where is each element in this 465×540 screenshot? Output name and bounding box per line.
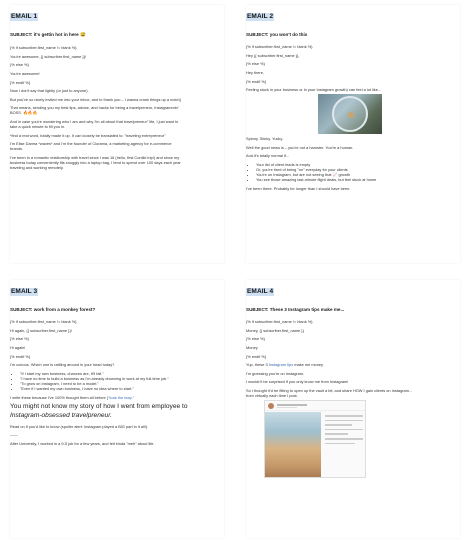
email-3-badge: EMAIL 3: [11, 288, 38, 295]
instagram-post-image: [264, 400, 366, 478]
email-2-line: Feeling stuck in your business or in your Instagram growth) can feel a lot like...: [246, 87, 382, 93]
email-2-line: Hey {{ subscriber.first_name }},: [246, 52, 300, 58]
email-4-line: from virtually each time I post.: [246, 392, 298, 398]
list-item: • Your list of client leads is empty: [256, 162, 460, 167]
list-item: • "If I start my own business, chances are, it'll fail.": [20, 371, 224, 376]
email-3-line: Hi again, {{ subscriber.first_name }}!: [10, 327, 72, 333]
email-4-line: So I thought it'd be fitting to open up the vault a bit, and share HOW I gain clients on Instagram...: [246, 387, 413, 393]
email-2-bullet-list: [256, 162, 460, 182]
email-1-line: BOSS. 🔥🔥🔥: [10, 110, 38, 116]
email-1-line: traveling and working remotely.: [10, 164, 64, 170]
email-1-line: And in case you're wondering who I am and why I'm all about that travelpreneur" life, I just want to: [10, 118, 179, 124]
email-1-line: You're awesome, {{ subscriber.first_name }}!: [10, 53, 87, 59]
email-4-line: I wouldn't be surprised if you only know me from Instagram!: [246, 379, 349, 385]
email-3-line: {% endif %}: [10, 353, 31, 359]
email-3-line: Hi again!: [10, 344, 26, 350]
avatar: [268, 403, 274, 409]
email-4-line: Yup, these 3 Instagram tips make me money.: [246, 362, 324, 368]
email-2-line: {% else %}: [246, 61, 265, 67]
email-1-line: I'm Elise Darma *waves* and I'm the founder of Clorama, a marketing agency for e-commerce: [10, 141, 172, 147]
email-2-line: Hey there,: [246, 69, 264, 75]
email-2-badge: EMAIL 2: [247, 13, 274, 20]
email-2-line: Well the good news is – you're not a hamster. You're a human.: [246, 144, 354, 150]
email-2-line: {% endif %}: [246, 78, 267, 84]
email-2-line: {% if subscriber.first_name != blank %}: [246, 44, 313, 50]
email-1-line: {% endif %}: [10, 79, 31, 85]
list-item: • You see those amazing last-minute flight deals, but feel stuck at home: [256, 177, 460, 182]
email-2-page: [246, 5, 460, 263]
list-item: • "Even if I wanted my own business, I have no idea where to start.": [20, 386, 224, 391]
email-3-line: Read on if you'd like to know (spoiler alert: Instagram played a BIG part in it all!).: [10, 423, 149, 429]
instagram-tips-link[interactable]: Instagram tips: [268, 362, 294, 368]
email-3-line: {% else %}: [10, 336, 29, 342]
email-3-bullet-list: [20, 371, 224, 391]
email-4-subject: SUBJECT: These 3 Instagram tips make me...: [246, 307, 345, 312]
email-3-page: [10, 280, 224, 538]
email-3-line: After University, I worked in a 9-5 job for a few years, and felt kinda "meh" about life.: [10, 440, 155, 446]
email-1-subject: SUBJECT: it's gettin hot in here 😅: [10, 32, 86, 37]
list-item: • Or, you're tired of being "on" everyday for your clients: [256, 167, 460, 172]
email-4-line: Money: [246, 344, 258, 350]
email-4-line: {% if subscriber.first_name != blank %}: [246, 319, 313, 325]
email-1-line: {% else %}: [10, 62, 29, 68]
email-2-line: And it's totally normal if...: [246, 153, 290, 159]
email-4-line: Money, {{ subscriber.first_name }}: [246, 327, 304, 333]
email-1-page: [10, 5, 224, 263]
email-1-line: take a quick minute to fill you in.: [10, 123, 66, 129]
email-1-line: Now I don't say that lightly (or just to anyone).: [10, 88, 89, 94]
email-3-story-heading: You might not know my story of how I went from employee to: [10, 403, 188, 411]
email-2-line: I've been there. Probably for longer than I should have been.: [246, 185, 351, 191]
email-1-line: business today conveniently fits snuggly into a laptop bag, I tend to spend over 100 days each year: [10, 159, 181, 165]
email-1-line: brands.: [10, 146, 23, 152]
email-2-line: Spinny. Sticky. Yucky.: [246, 136, 284, 142]
email-3-story-heading: Instagram-obsessed travelpreneur.: [10, 411, 113, 419]
email-2-subject: SUBJECT: you won't do this: [246, 32, 308, 37]
email-4-line: {% else %}: [246, 336, 265, 342]
email-1-badge: EMAIL 1: [11, 13, 38, 20]
email-3-line: {% if subscriber.first_name != blank %}: [10, 319, 77, 325]
email-3-subject: SUBJECT: work from a monkey forest?: [10, 307, 96, 312]
email-4-line: {% endif %}: [246, 353, 267, 359]
email-3-divider: ——: [10, 432, 18, 438]
email-1-line: I've been in a romantic relationship with travel since I was 16 (hello, first Contiki trip!) and since my: [10, 154, 180, 160]
email-3-line: I'm curious. Which one is rattling around in your head today?: [10, 362, 115, 368]
email-1-line: *find a real word, totally made it up. It can loosely be translated to: "traveling entrepreneur": [10, 132, 166, 138]
list-item: • "To grow on Instagram, I need to be a model.": [20, 381, 224, 386]
took-the-leap-link[interactable]: "took the leap.": [108, 394, 135, 400]
list-item: • You're on Instagram, but are not seeing that 📈 growth: [256, 172, 460, 177]
email-1-line: {% if subscriber.first_name != blank %}: [10, 45, 77, 51]
email-4-badge: EMAIL 4: [247, 288, 274, 295]
list-item: • "I have no time to build a business as I'm already drowning in work at my full-time job.": [20, 376, 224, 381]
hamster-wheel-image: [318, 94, 382, 134]
email-4-page: [246, 280, 460, 538]
email-4-line: I'm guessing you're on Instagram.: [246, 370, 305, 376]
email-1-line: You're awesome!: [10, 70, 40, 76]
email-3-line: I write these because I've 100% thought them all before ("took the leap.": [10, 394, 135, 400]
email-1-line: That means, sending you my best tips, advice, and hacks for being a travelpreneur, Instagrammin': [10, 105, 179, 111]
email-1-line: But you've so nicely invited me into your inbox, and to thank you – I wanna crank things up a notch]: [10, 96, 181, 102]
